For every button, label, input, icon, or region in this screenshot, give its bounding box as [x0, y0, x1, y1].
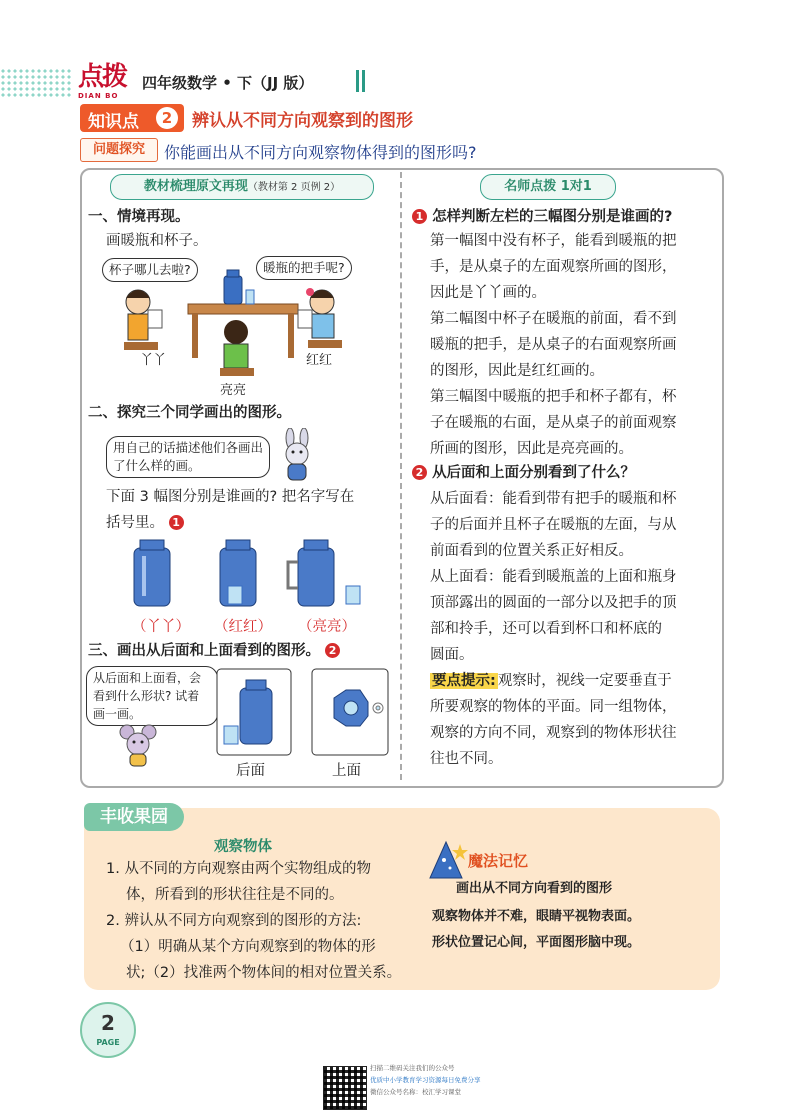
- p1-line: 因此是丫丫画的。: [430, 285, 546, 301]
- knowledge-label: 知识点: [88, 112, 139, 132]
- p3-line: 第三幅图中暖瓶的把手和杯子都有，杯: [430, 389, 677, 405]
- question-1: [412, 204, 672, 230]
- qr-line: 扫描二维码关注我们的公众号: [370, 1064, 455, 1072]
- harvest-item: 2. 辨认从不同方向观察到的图形的方法:: [106, 913, 362, 929]
- section-3-title-text: 三、画出从后面和上面看到的图形。: [88, 643, 320, 659]
- answer-1: （丫丫）: [132, 619, 190, 635]
- column-divider: [400, 172, 402, 780]
- p2-line: 暖瓶的把手，是从桌子的右面观察所画: [430, 337, 677, 353]
- p4-line: 从后面看：能看到带有把手的暖瓶和杯: [430, 491, 677, 507]
- answer-2: （红红）: [214, 619, 272, 635]
- section-2-title: 二、探究三个同学画出的图形。: [88, 405, 291, 421]
- left-column-header: [110, 174, 374, 200]
- p2-line: 的图形，因此是红红画的。: [430, 363, 604, 379]
- section-2-text-1: 下面 3 幅图分别是谁画的? 把名字写在: [106, 489, 355, 505]
- harvest-list: [106, 856, 401, 986]
- three-view-drawings: [120, 538, 390, 614]
- p4-line: 子的后面并且杯子在暖瓶的左面，与从: [430, 517, 677, 533]
- magic-subtitle: 画出从不同方向看到的图形: [456, 881, 613, 896]
- harvest-item: （1）明确从某个方向观察到的物体的形: [120, 939, 376, 955]
- tip-line: 往也不同。: [430, 751, 503, 767]
- marker-2: 2: [325, 643, 340, 658]
- tip-line: 观察时，视线一定要垂直于: [497, 673, 672, 689]
- knowledge-title: 辨认从不同方向观察到的图形: [192, 111, 413, 131]
- p3-line: 子在暖瓶的右面，是从桌子的前面观察: [430, 415, 677, 431]
- q1-marker: 1: [412, 209, 427, 224]
- p5-line: 从上面看：能看到暖瓶盖的上面和瓶身: [430, 569, 677, 585]
- left-header-note: （教材第 2 页例 2）: [247, 182, 341, 193]
- magic-line: 观察物体并不难，眼睛平视物表面。: [432, 909, 641, 924]
- speech-bubble-cup: 杯子哪儿去啦?: [102, 258, 198, 282]
- answer-paragraph-1: [430, 228, 677, 462]
- label-back-view: 后面: [236, 763, 265, 779]
- speech-bubble-draw: 从后面和上面看，会看到什么形状? 试着画一画。: [86, 666, 218, 726]
- title-divider: [362, 70, 365, 92]
- p5-line: 部和拎手，还可以看到杯口和杯底的: [430, 621, 662, 637]
- left-header-text: 教材梳理原文再现: [143, 179, 248, 194]
- magic-title: 魔法记忆: [468, 852, 529, 870]
- name-yaya: 丫丫: [140, 353, 167, 368]
- harvest-item: 状;（2）找准两个物体间的相对位置关系。: [126, 965, 402, 981]
- dot-pattern: [0, 68, 72, 98]
- mouse-mascot-icon: [118, 724, 158, 768]
- tip-line: 观察的方向不同，观察到的物体形状往: [430, 725, 677, 741]
- p1-line: 第一幅图中没有杯子，能看到暖瓶的把: [430, 233, 677, 249]
- qr-caption: [370, 1062, 481, 1098]
- logo-sub: DIAN BO: [78, 92, 119, 100]
- magic-rhyme: [432, 904, 640, 956]
- publisher-logo: [78, 62, 130, 100]
- question-2: [412, 460, 635, 486]
- tip-line: 所要观察的物体的平面。同一组物体，: [430, 699, 677, 715]
- p1-line: 手，是从桌子的左面观察所画的图形，: [430, 259, 677, 275]
- harvest-subtitle: 观察物体: [214, 839, 272, 855]
- book-title: 四年级数学 • 下（JJ 版）: [142, 74, 314, 92]
- p3-line: 所画的图形，因此是亮亮画的。: [430, 441, 633, 457]
- key-tip: [430, 668, 677, 772]
- right-column-header: 名师点拨 1对1: [480, 174, 616, 200]
- section-2-text-2-content: 括号里。: [106, 515, 164, 531]
- speech-bubble-describe: 用自己的话描述他们各画出了什么样的画。: [106, 436, 270, 478]
- name-honghong: 红红: [306, 353, 333, 368]
- question-text: 你能画出从不同方向观察物体得到的图形吗?: [164, 143, 477, 162]
- page-number-badge: [80, 1002, 136, 1058]
- q1-text: 怎样判断左栏的三幅图分别是谁画的?: [432, 209, 673, 225]
- rabbit-mascot-icon: [276, 428, 320, 484]
- section-2-text-2: [106, 510, 184, 536]
- p5-line: 圆面。: [430, 647, 474, 663]
- qr-line: 微信公众号名称：校汇学习课堂: [370, 1088, 461, 1096]
- qr-code: [323, 1066, 367, 1110]
- q2-text: 从后面和上面分别看到了什么？: [432, 465, 636, 481]
- tip-label: 要点提示:: [432, 673, 496, 689]
- p2-line: 第二幅图中杯子在暖瓶的前面，看不到: [430, 311, 677, 327]
- back-and-top-views: [216, 668, 390, 760]
- page-number: 2: [101, 1011, 115, 1035]
- answer-paragraph-2: [430, 486, 677, 668]
- question-tag: 问题探究: [80, 138, 158, 162]
- title-divider: [356, 70, 359, 92]
- harvest-tag: 丰收果园: [84, 803, 184, 831]
- section-3-title: [88, 638, 340, 664]
- name-liangliang: 亮亮: [220, 383, 247, 398]
- qr-line: 优质中小学教育学习资源每日免费分享: [370, 1076, 481, 1084]
- section-1-text: 画暖瓶和杯子。: [106, 233, 208, 249]
- logo-text: 点拨: [78, 62, 127, 92]
- knowledge-number: 2: [156, 107, 178, 129]
- marker-1: 1: [169, 515, 184, 530]
- page-label: PAGE: [96, 1038, 120, 1047]
- harvest-item: 体，所看到的形状往往是不同的。: [126, 887, 344, 903]
- label-top-view: 上面: [332, 763, 361, 779]
- p5-line: 顶部露出的圆面的一部分以及把手的顶: [430, 595, 677, 611]
- answer-3: （亮亮）: [298, 619, 356, 635]
- q2-marker: 2: [412, 465, 427, 480]
- p4-line: 前面看到的位置关系正好相反。: [430, 543, 633, 559]
- speech-bubble-handle: 暖瓶的把手呢?: [256, 256, 352, 280]
- section-1-title: 一、情境再现。: [88, 209, 190, 225]
- harvest-item: 1. 从不同的方向观察由两个实物组成的物: [106, 861, 371, 877]
- magic-line: 形状位置记心间，平面图形脑中现。: [432, 935, 641, 950]
